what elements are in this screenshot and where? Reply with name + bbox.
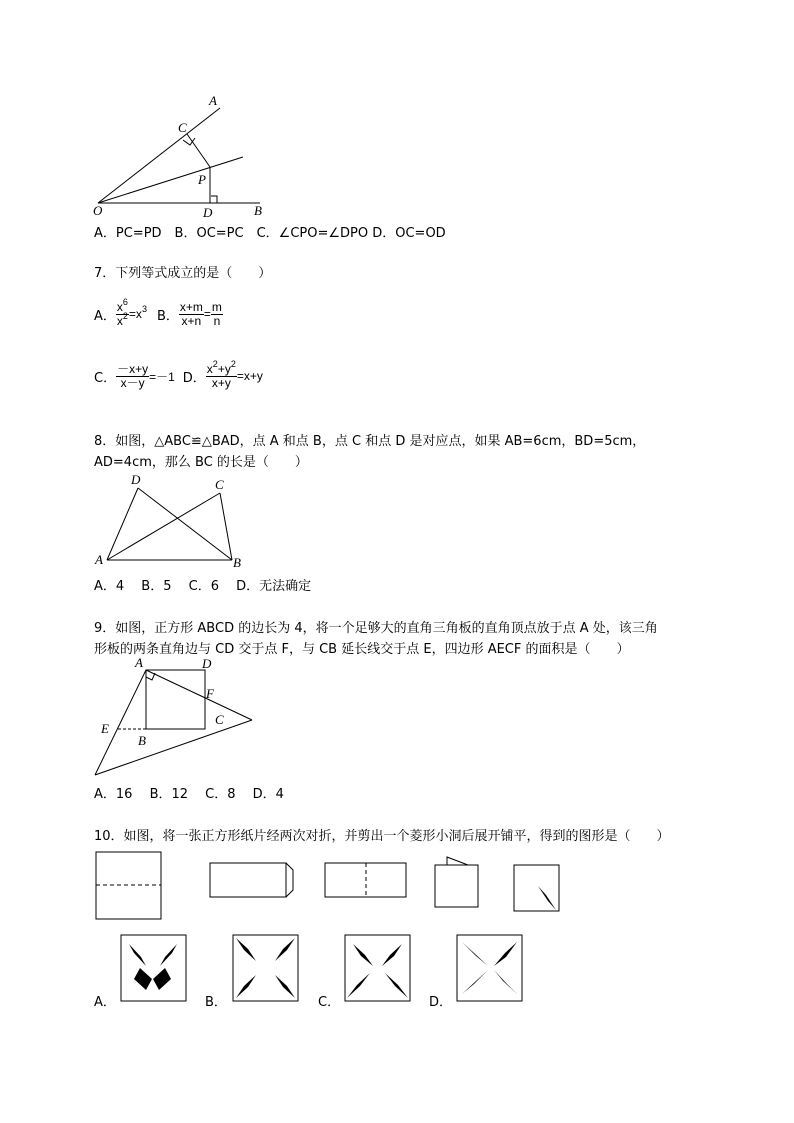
q8-label-d: D <box>131 472 141 487</box>
q8-label-b: B <box>233 555 241 570</box>
q7-b-right-fraction: $\frac{m}{n}$ <box>211 299 222 328</box>
q10-folding-sequence <box>96 852 559 919</box>
q10-option-c-square <box>345 935 410 1001</box>
q7-d-fraction: $\frac{x^2+y^2}{x+y}$ <box>206 358 236 390</box>
q6-label-c: C <box>178 120 187 135</box>
q10-option-b-label: B． <box>205 995 227 1010</box>
q7-options-cd: C． $\frac{-x+y}{x-y}$ =－1 D． $\frac{x^2+y^2}{x+y}$ =x+y <box>94 358 263 390</box>
q7-c-fraction: $\frac{-x+y}{x-y}$ <box>117 361 149 390</box>
q9-options: A．16 B．12 C．8 D．4 <box>94 787 284 802</box>
q10-option-d-square <box>457 935 522 1001</box>
q8-options: A．4 B．5 C．6 D．无法确定 <box>94 579 312 594</box>
q10-diamond-hole <box>538 886 556 910</box>
q8-stem-line2: AD=4cm，那么 BC 的长是（ ） <box>94 455 308 470</box>
q8-label-a: A <box>95 552 103 567</box>
q8-stem-line1: 8．如图，△ABC≌△BAD，点 A 和点 B，点 C 和点 D 是对应点，如果 AB=6cm，BD=5cm， <box>94 434 646 449</box>
q9-label-f: F <box>206 686 214 701</box>
q6-label-b: B <box>254 203 262 218</box>
q6-label-o: O <box>93 203 103 218</box>
q7-a-label: A． <box>94 308 116 324</box>
q6-label-p: P <box>198 172 206 187</box>
q9-stem-line1: 9．如图，正方形 ABCD 的边长为 4，将一个足够大的直角三角板的直角顶点放于点 A 处，该三角 <box>94 621 658 636</box>
q9-stem-line2: 形板的两条直角边与 CD 交于点 F，与 CB 延长线交于点 E，四边形 AECF 的面积是（ ） <box>94 642 630 657</box>
q9-label-a: A <box>135 655 143 670</box>
q8-label-c: C <box>215 477 224 492</box>
q7-b-fraction: $\frac{x+m}{x+n}$ <box>179 299 203 328</box>
q7-options-ab: A． $\frac{x^6}{x^2}$ $=x^3$ B． $\frac{x+m}{x+n}$ = $\frac{m}{n}$ <box>94 296 222 328</box>
q10-option-a-label: A． <box>94 995 116 1010</box>
q6-label-a: A <box>209 93 217 108</box>
q6-options: A．PC=PD B．OC=PC C．∠CPO=∠DPO D．OC=OD <box>94 226 446 241</box>
q9-label-e: E <box>101 721 109 736</box>
q7-stem: 7．下列等式成立的是（ ） <box>94 266 272 281</box>
q7-d-label: D． <box>182 370 206 386</box>
q9-label-d: D <box>202 656 212 671</box>
q10-option-d-label: D． <box>429 995 453 1010</box>
q10-stem: 10．如图，将一张正方形纸片经两次对折，并剪出一个菱形小洞后展开铺平，得到的图形是（ ） <box>94 829 670 844</box>
q9-label-c: C <box>215 712 224 727</box>
q8-triangles-figure <box>107 488 232 560</box>
q9-label-b: B <box>138 733 146 748</box>
q7-b-label: B． <box>156 308 179 324</box>
q7-a-fraction: $\frac{x^6}{x^2}$ <box>116 296 128 328</box>
q7-c-label: C． <box>94 370 117 386</box>
q9-square-triangle-figure <box>95 670 252 775</box>
q10-option-c-label: C． <box>318 995 341 1010</box>
q6-label-d: D <box>203 205 213 220</box>
